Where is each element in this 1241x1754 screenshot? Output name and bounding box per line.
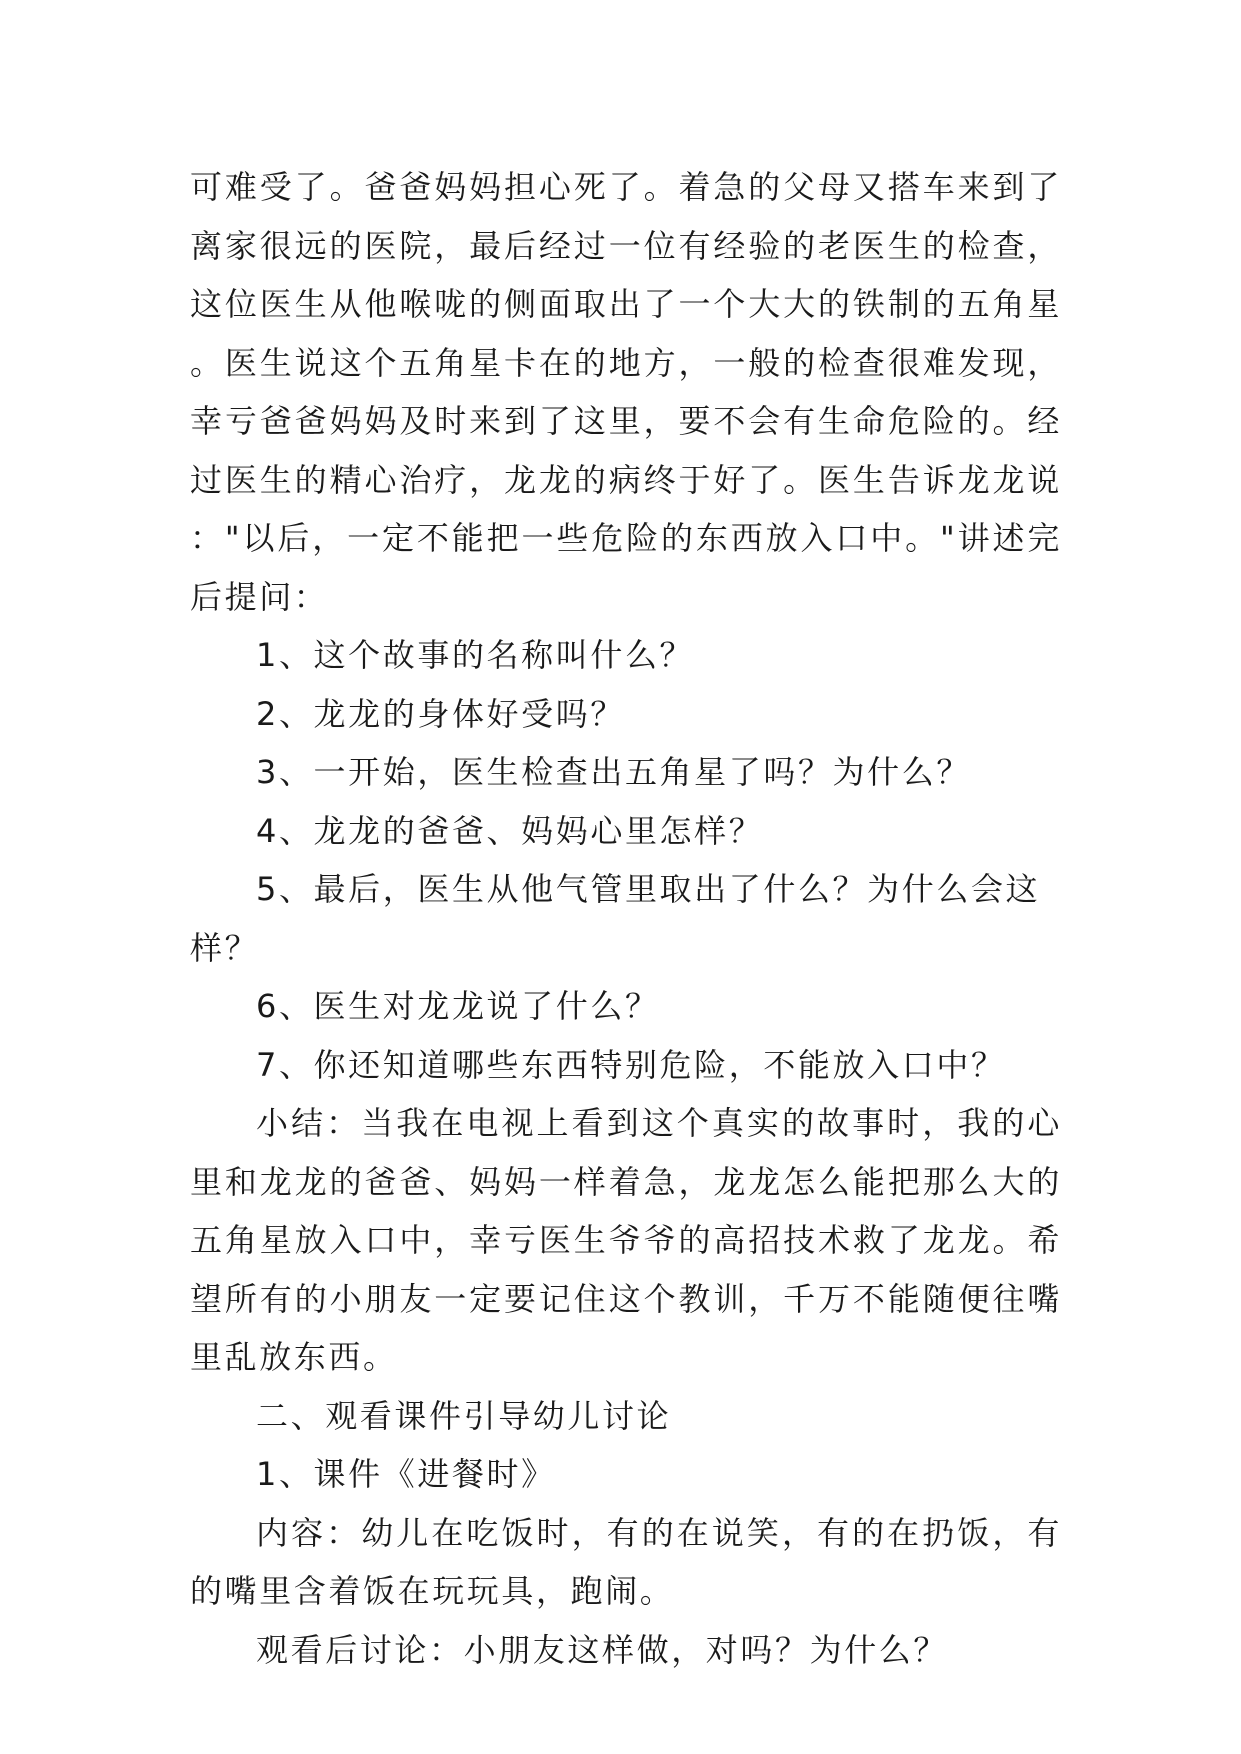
content-paragraph: 内容：幼儿在吃饭时，有的在说笑，有的在扔饭，有的嘴里含着饭在玩玩具，跑闹。 [190, 1513, 1062, 1610]
story-paragraph: 可难受了。爸爸妈妈担心死了。着急的父母又搭车来到了离家很远的医院，最后经过一位有经验的老医生的检查，这位医生从他喉咙的侧面取出了一个大大的铁制的五角星。医生说这个五角星卡在的地方，一般的检查很难发现，幸亏爸爸妈妈及时来到了这里，要不会有生命危险的。经过医生的精心治疗，龙龙的病终于好了。医生告诉龙龙说："以后，一定不能把一些危险的东西放入口中。"讲述完后提问： [190, 168, 1062, 616]
discussion-paragraph: 观看后讨论：小朋友这样做，对吗？为什么？ [256, 1630, 949, 1669]
document-body [190, 158, 1062, 1679]
question-2: 2、龙龙的身体好受吗？ [256, 694, 625, 733]
question-3: 3、一开始，医生检查出五角星了吗？为什么？ [256, 753, 971, 791]
question-6: 6、医生对龙龙说了什么？ [256, 987, 660, 1025]
question-5: 5、最后，医生从他气管里取出了什么？为什么会这样？ [190, 870, 1041, 967]
section-heading: 二、观看课件引导幼儿讨论 [256, 1396, 672, 1435]
question-4: 4、龙龙的爸爸、妈妈心里怎样？ [256, 811, 764, 850]
summary-paragraph: 小结：当我在电视上看到这个真实的故事时，我的心里和龙龙的爸爸、妈妈一样着急，龙龙怎么能把那么大的五角星放入口中，幸亏医生爷爷的高招技术救了龙龙。希望所有的小朋友一定要记住这个教训，千万不能随便往嘴里乱放东西。 [190, 1104, 1062, 1376]
question-7: 7、你还知道哪些东西特别危险，不能放入口中？ [256, 1045, 1006, 1084]
question-1: 1、这个故事的名称叫什么？ [256, 636, 695, 674]
courseware-title: 1、课件《进餐时》 [256, 1455, 556, 1493]
